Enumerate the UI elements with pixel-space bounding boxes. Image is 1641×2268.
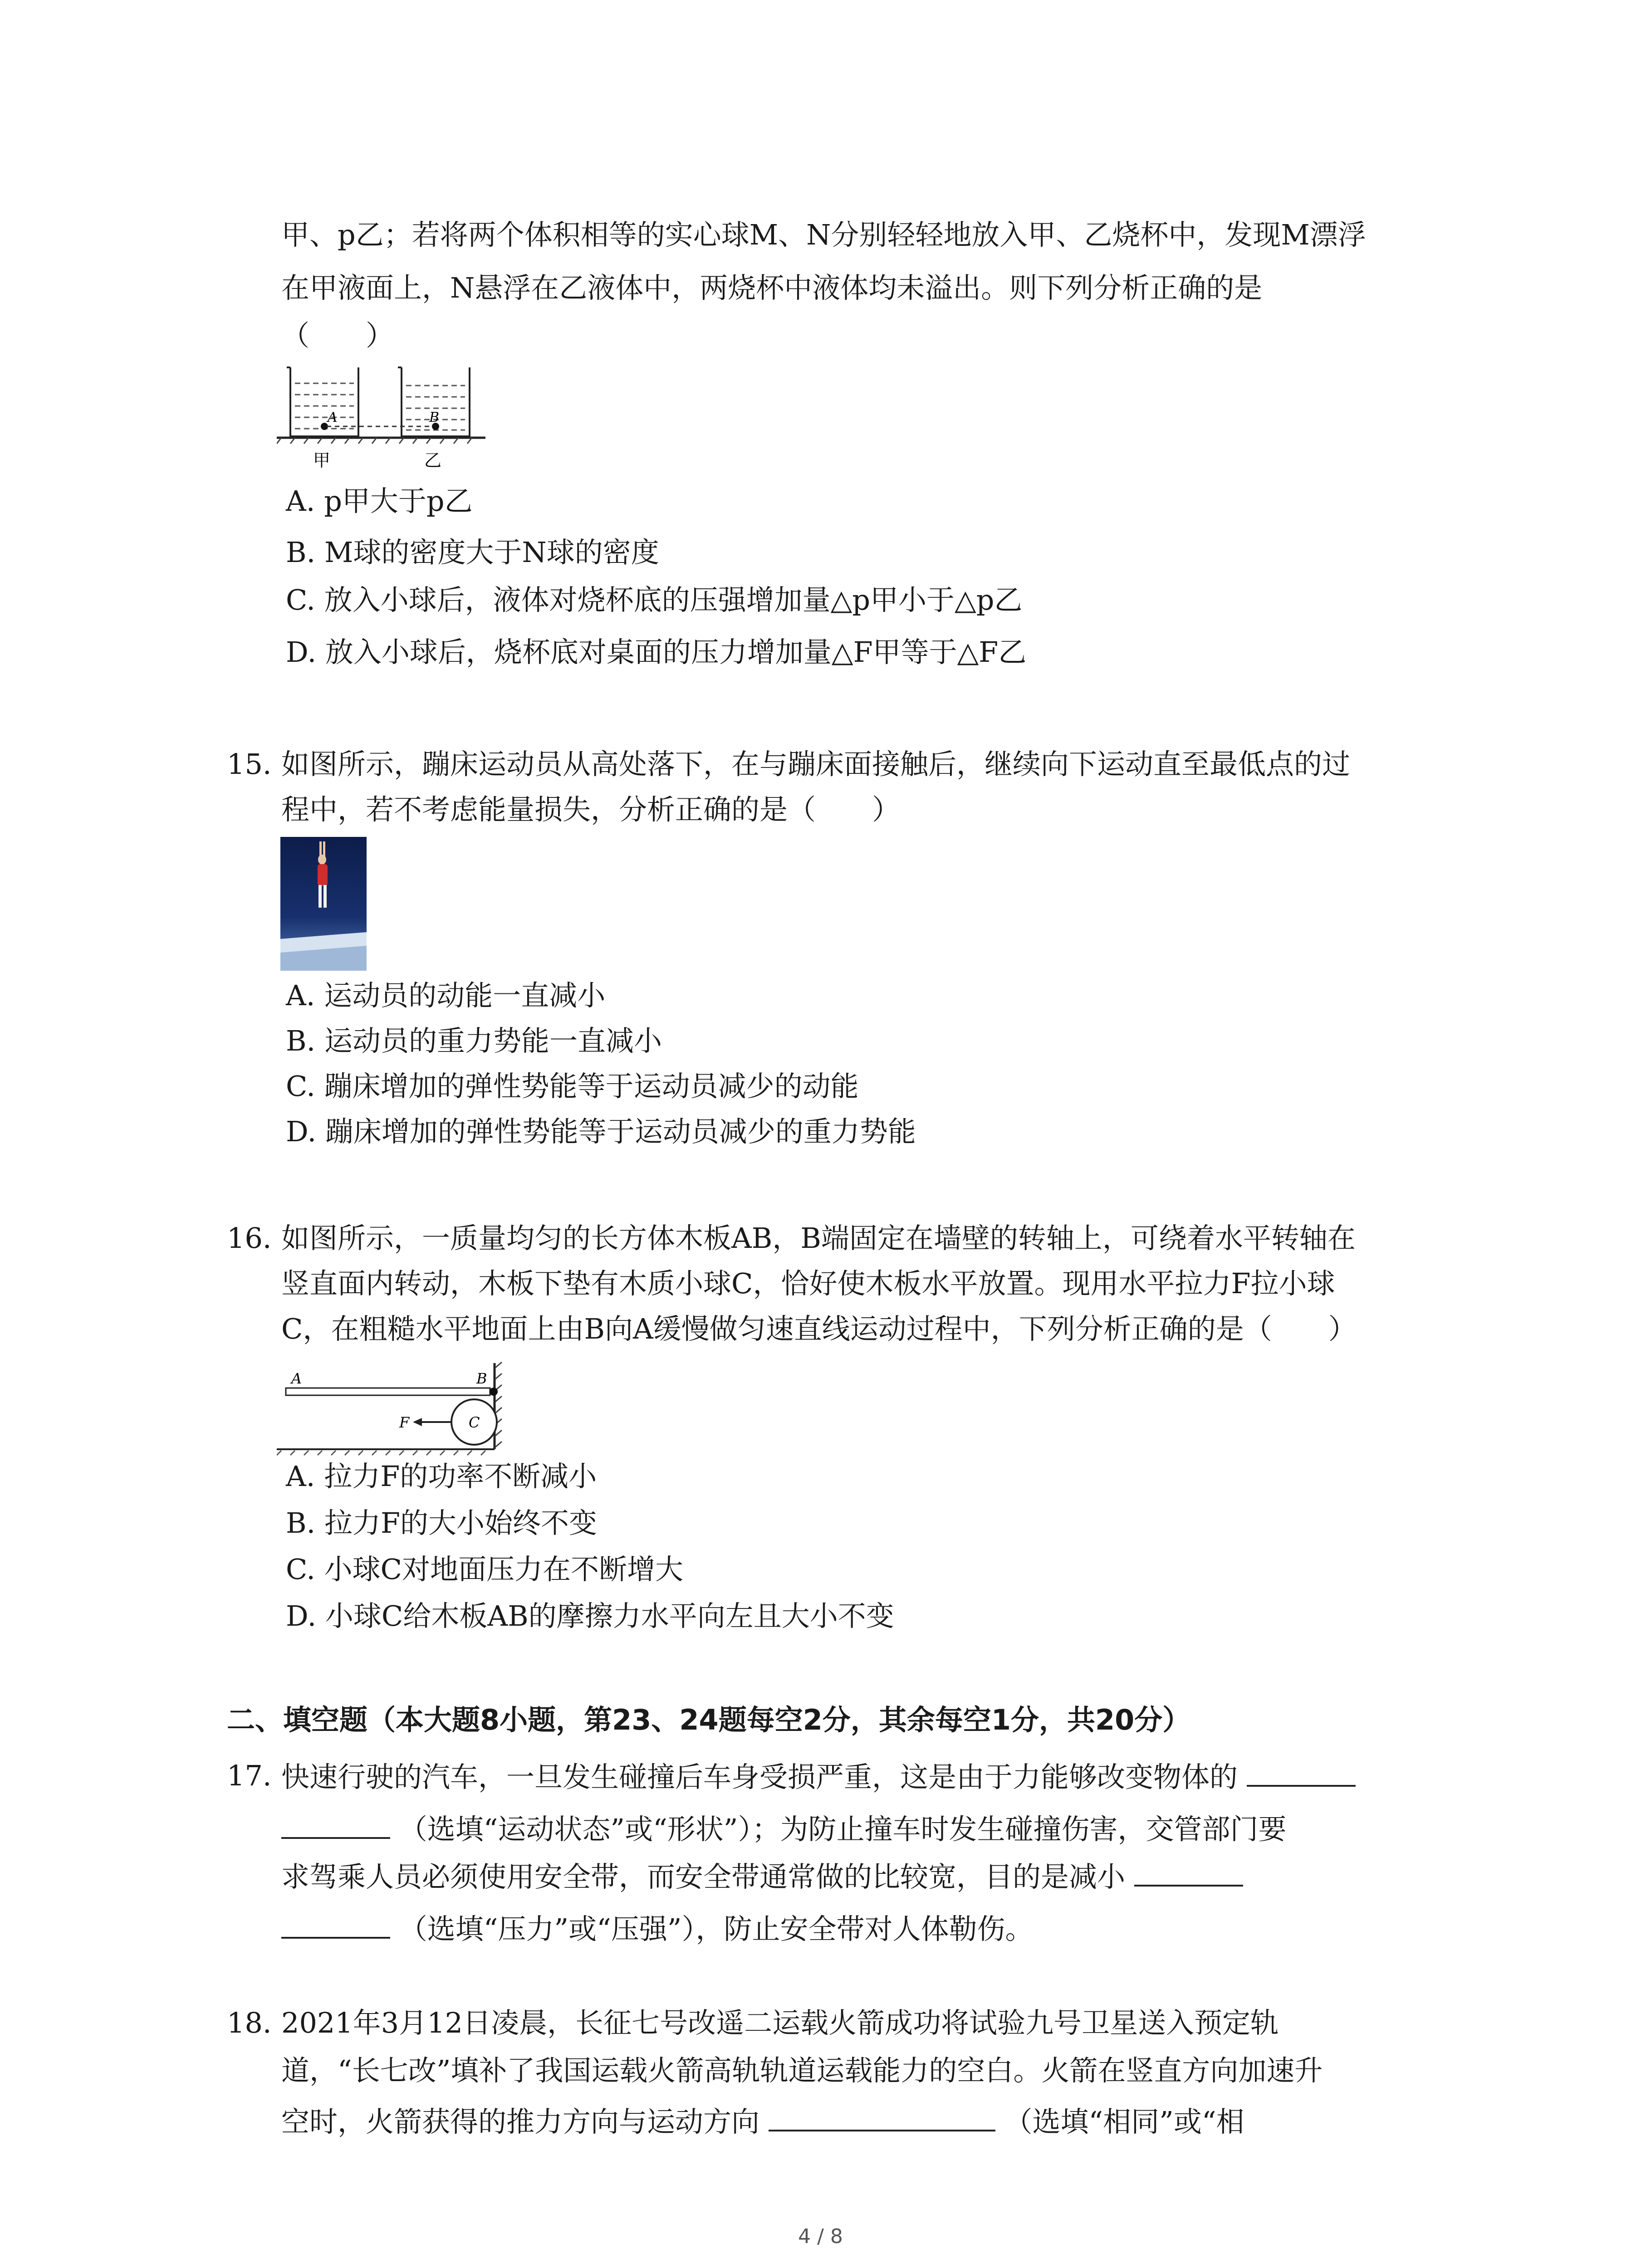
- q16-number: 16.: [227, 1222, 272, 1255]
- q16-option-a: A. 拉力F的功率不断减小: [286, 1460, 597, 1493]
- q15-line-1: 如图所示，蹦床运动员从高处落下，在与蹦床面接触后，继续向下运动直至最低点的过: [281, 748, 1351, 781]
- beaker-caption-right: 乙: [424, 450, 442, 470]
- q14-line-2: 在甲液面上，N悬浮在乙液体中，两烧杯中液体均未溢出。则下列分析正确的是: [281, 271, 1263, 304]
- q17-line-4: （选填“压力”或“压强”），防止安全带对人体勒伤。: [399, 1912, 1034, 1945]
- board-label-c: C: [469, 1414, 480, 1431]
- board-label-a: A: [291, 1370, 302, 1387]
- q17-number: 17.: [227, 1759, 272, 1792]
- q16-line-1: 如图所示，一质量均匀的长方体木板AB，B端固定在墙壁的转轴上，可绕着水平转轴在: [281, 1222, 1356, 1255]
- q14-line-1: 甲、p乙；若将两个体积相等的实心球M、N分别轻轻地放入甲、乙烧杯中，发现M漂浮: [281, 218, 1366, 251]
- page-number: 4 / 8: [798, 2225, 843, 2248]
- q17-blank-2b[interactable]: [281, 1910, 390, 1939]
- q18-line-3: 空时，火箭获得的推力方向与运动方向: [281, 2105, 760, 2138]
- beaker-label-a: A: [328, 410, 338, 425]
- q18-line-1: 2021年3月12日凌晨，长征七号改遥二运载火箭成功将试验九号卫星送入预定轨: [281, 2006, 1279, 2039]
- beaker-caption-left: 甲: [313, 450, 331, 470]
- beakers-figure: [277, 358, 485, 476]
- board-label-b: B: [476, 1370, 487, 1387]
- beaker-label-b: B: [429, 410, 440, 425]
- q14-option-a: A. p甲大于p乙: [286, 484, 473, 518]
- q16-option-d: D. 小球C给木板AB的摩擦力水平向左且大小不变: [286, 1599, 894, 1633]
- q15-number: 15.: [227, 748, 272, 781]
- board-label-f: F: [399, 1414, 410, 1431]
- q16-option-b: B. 拉力F的大小始终不变: [286, 1506, 597, 1540]
- q14-option-d: D. 放入小球后，烧杯底对桌面的压力增加量△F甲等于△F乙: [286, 635, 1027, 669]
- q17-blank-1b[interactable]: [281, 1810, 390, 1839]
- q16-line-3: C，在粗糙水平地面上由B向A缓慢做匀速直线运动过程中，下列分析正确的是（ ）: [281, 1312, 1357, 1345]
- q14-option-c: C. 放入小球后，液体对烧杯底的压强增加量△p甲小于△p乙: [286, 583, 1023, 616]
- q18-number: 18.: [227, 2006, 272, 2039]
- q14-option-b: B. M球的密度大于N球的密度: [286, 536, 659, 569]
- q17-blank-2a[interactable]: [1134, 1857, 1243, 1887]
- q18-line-2: 道，“长七改”填补了我国运载火箭高轨轨道运载能力的空白。火箭在竖直方向加速升: [281, 2054, 1323, 2087]
- q15-option-d: D. 蹦床增加的弹性势能等于运动员减少的重力势能: [286, 1115, 916, 1148]
- q15-option-b: B. 运动员的重力势能一直减小: [286, 1024, 662, 1057]
- q17-line-3: 求驾乘人员必须使用安全带，而安全带通常做的比较宽，目的是减小: [281, 1860, 1126, 1893]
- q16-line-2: 竖直面内转动，木板下垫有木质小球C，恰好使木板水平放置。现用水平拉力F拉小球: [281, 1267, 1335, 1300]
- q16-option-c: C. 小球C对地面压力在不断增大: [286, 1553, 684, 1586]
- section-heading: 二、填空题（本大题8小题，第23、24题每空2分，其余每空1分，共20分）: [227, 1703, 1191, 1736]
- q17-line-1: 快速行驶的汽车，一旦发生碰撞后车身受损严重，这是由于力能够改变物体的: [281, 1760, 1238, 1794]
- q17-line-2: （选填“运动状态”或“形状”）；为防止撞车时发生碰撞伤害，交管部门要: [399, 1813, 1287, 1846]
- q15-option-c: C. 蹦床增加的弹性势能等于运动员减少的动能: [286, 1070, 859, 1103]
- board-figure: [277, 1359, 513, 1456]
- trampoline-photo: [280, 837, 367, 971]
- q15-line-2: 程中，若不考虑能量损失，分析正确的是（ ）: [281, 793, 901, 826]
- q18-blank-1[interactable]: [769, 2102, 995, 2131]
- q18-line-3-end: （选填“相同”或“相: [1004, 2105, 1244, 2138]
- q17-blank-1a[interactable]: [1247, 1758, 1356, 1787]
- q15-option-a: A. 运动员的动能一直减小: [286, 979, 606, 1012]
- q14-line-3: （ ）: [281, 319, 394, 352]
